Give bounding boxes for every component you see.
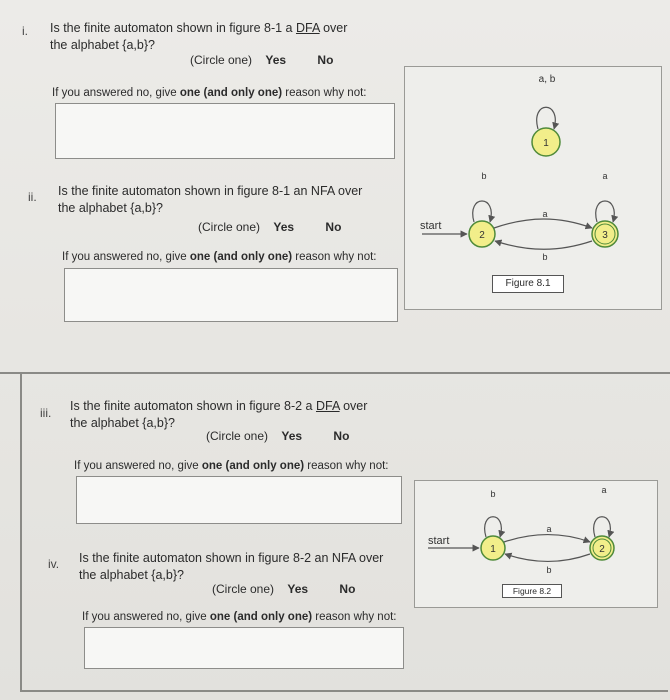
q4-reason-post: reason why not: xyxy=(312,611,397,623)
q3-answer-input[interactable] xyxy=(77,477,401,523)
q1-reason-post: reason why not: xyxy=(282,87,367,99)
q3-question xyxy=(70,398,400,432)
q2-reason-pre: If you answered no, give xyxy=(62,251,190,263)
q2-circle-label: (Circle one) xyxy=(198,220,261,234)
q1-circle-line xyxy=(190,53,333,67)
q3-circle-line xyxy=(206,429,349,443)
fig1-edge-2-3-label: a xyxy=(542,209,548,219)
q4-answer-box[interactable] xyxy=(84,627,404,669)
q2-yes-option[interactable]: Yes xyxy=(273,220,295,234)
fig2-edge-2-1-label: b xyxy=(546,565,552,575)
q2-reason-prompt xyxy=(62,251,376,263)
section-divider xyxy=(0,372,670,374)
q4-answer-input[interactable] xyxy=(85,628,403,668)
q2-reason-bold: one (and only one) xyxy=(189,251,293,263)
q2-line1: Is the finite automaton shown in figure 8-1 an NFA over xyxy=(58,184,363,198)
q1-reason-pre: If you answered no, give xyxy=(52,87,180,99)
q2-line2: the alphabet {a,b}? xyxy=(58,201,163,215)
fig2-loop-1 xyxy=(485,517,502,537)
q4-question xyxy=(79,550,409,584)
fig1-state-3-label: 3 xyxy=(602,230,608,241)
figure-8-2-caption: Figure 8.2 xyxy=(502,584,562,598)
q2-question xyxy=(58,183,398,217)
q2-reason-post: reason why not: xyxy=(292,251,377,263)
q3-reason-bold: one (and only one) xyxy=(201,460,305,472)
q1-circle-label: (Circle one) xyxy=(190,53,253,67)
figure-8-1-caption: Figure 8.1 xyxy=(492,275,564,293)
fig2-state-1-label: 1 xyxy=(490,544,496,555)
q4-circle-line xyxy=(212,582,355,596)
fig1-edge-3-2-label: b xyxy=(542,252,548,262)
fig1-loop-3-label: a xyxy=(602,171,608,181)
q3-dfa-term: DFA xyxy=(315,399,340,413)
fig1-loop-3 xyxy=(596,201,615,222)
q3-line1-post: over xyxy=(339,399,368,413)
q3-reason-pre: If you answered no, give xyxy=(74,460,202,472)
fig2-state-2-label: 2 xyxy=(599,544,605,555)
q1-line1-post: over xyxy=(319,21,348,35)
q4-reason-prompt xyxy=(82,611,396,623)
q3-answer-box[interactable] xyxy=(76,476,402,524)
q2-no-option[interactable]: No xyxy=(325,220,342,234)
fig2-edge-2-1 xyxy=(505,554,590,562)
q1-yes-option[interactable]: Yes xyxy=(265,53,287,67)
fig2-loop-1-label: b xyxy=(490,489,496,499)
q1-question xyxy=(50,20,390,54)
q4-reason-bold: one (and only one) xyxy=(209,611,313,623)
q1-reason-prompt xyxy=(52,87,366,99)
q1-no-option[interactable]: No xyxy=(317,53,334,67)
q1-answer-box[interactable] xyxy=(55,103,395,159)
fig1-edge-3-2 xyxy=(495,241,592,249)
q1-line2: the alphabet {a,b}? xyxy=(50,38,155,52)
q1-answer-input[interactable] xyxy=(56,104,394,158)
fig1-start-label: start xyxy=(420,220,442,232)
q1-number: i. xyxy=(22,24,28,38)
q2-number: ii. xyxy=(28,190,37,204)
q1-line1-pre: Is the finite automaton shown in figure 8-1 a xyxy=(50,21,296,35)
q4-yes-option[interactable]: Yes xyxy=(287,582,309,596)
q4-line1: Is the finite automaton shown in figure 8-2 an NFA over xyxy=(79,551,384,565)
q3-line2: the alphabet {a,b}? xyxy=(70,416,175,430)
q1-reason-bold: one (and only one) xyxy=(179,87,283,99)
q3-circle-label: (Circle one) xyxy=(206,429,269,443)
q3-line1-pre: Is the finite automaton shown in figure 8-2 a xyxy=(70,399,316,413)
fig2-loop-2-label: a xyxy=(601,485,607,495)
fig1-state-2-label: 2 xyxy=(479,230,485,241)
q4-line2: the alphabet {a,b}? xyxy=(79,568,184,582)
q4-reason-pre: If you answered no, give xyxy=(82,611,210,623)
fig1-loop-1-label: a, b xyxy=(538,74,556,85)
fig2-loop-2 xyxy=(594,517,611,537)
fig1-loop-2 xyxy=(473,201,492,222)
fig2-edge-1-2 xyxy=(504,535,590,543)
q1-dfa-term: DFA xyxy=(295,21,320,35)
q2-circle-line xyxy=(198,220,341,234)
fig1-state-1-label: 1 xyxy=(543,138,549,149)
q3-reason-post: reason why not: xyxy=(304,460,389,472)
fig1-loop-2-label: b xyxy=(481,171,487,181)
fig2-edge-1-2-label: a xyxy=(546,524,552,534)
section-bottom-border xyxy=(20,690,668,692)
fig2-start-label: start xyxy=(428,535,450,547)
q2-answer-box[interactable] xyxy=(64,268,398,322)
figure-8-1-diagram xyxy=(404,66,662,310)
q4-no-option[interactable]: No xyxy=(339,582,356,596)
q3-yes-option[interactable]: Yes xyxy=(281,429,303,443)
fig1-loop-1 xyxy=(537,107,556,129)
fig1-edge-2-3 xyxy=(494,219,592,228)
q3-no-option[interactable]: No xyxy=(333,429,350,443)
q4-number: iv. xyxy=(48,557,60,571)
section-left-border xyxy=(20,374,22,692)
q3-reason-prompt xyxy=(74,460,388,472)
q2-answer-input[interactable] xyxy=(65,269,397,321)
q3-number: iii. xyxy=(40,406,52,420)
q4-circle-label: (Circle one) xyxy=(212,582,275,596)
